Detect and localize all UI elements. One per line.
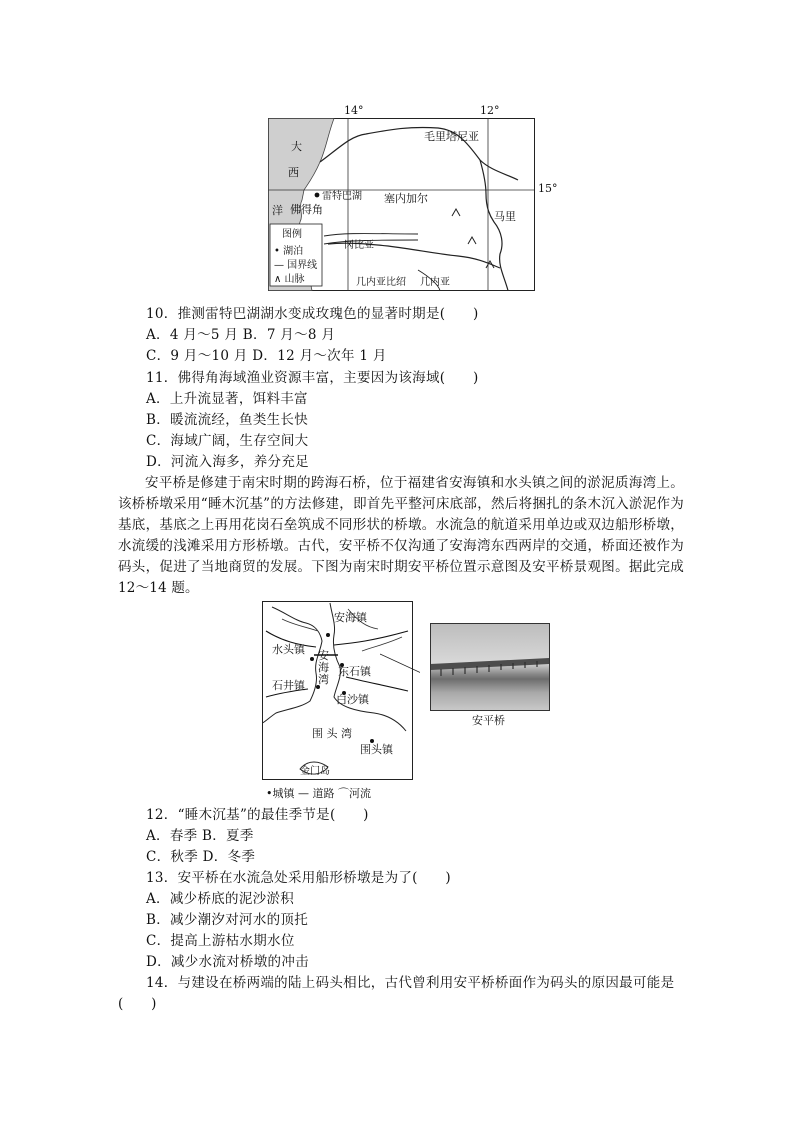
dongshi-town-label: 东石镇 — [338, 665, 371, 678]
map-anping — [262, 601, 414, 801]
q14-stem: 14．与建设在桥两端的陆上码头相比，古代曾利用安平桥桥面作为码头的原因最可能是 — [146, 975, 675, 991]
lake-retba-label: 雷特巴湖 — [322, 191, 362, 202]
gambia-label: 冈比亚 — [344, 240, 374, 251]
anping-bridge-photo — [430, 623, 550, 711]
mauritania-label: 毛里塔尼亚 — [424, 130, 479, 143]
legend-border: — 国界线 — [274, 260, 318, 271]
anhai-town-label: 安海镇 — [334, 611, 367, 624]
q11-option-a: A．上升流显著，饵料丰富 — [146, 391, 308, 407]
lon-14-label: 14° — [344, 104, 364, 117]
q11-stem: 11．佛得角海域渔业资源丰富，主要因为该海域( ) — [146, 370, 479, 386]
lat-15-label: 15° — [538, 182, 558, 195]
ocean-label-3: 洋 — [272, 204, 283, 217]
q10-options-ab: A．4 月～5 月 B．7 月～8 月 — [146, 327, 336, 343]
anhai-bay-label-3: 湾 — [318, 673, 329, 686]
guinea-bissau-label: 几内亚比绍 — [356, 277, 406, 288]
legend-title: 图例 — [282, 229, 302, 240]
legend-lake: • 湖泊 — [274, 246, 304, 257]
photo-connector-line — [380, 650, 420, 680]
ocean-label-2: 西 — [288, 166, 299, 179]
q10-options-cd: C．9 月～10 月 D．12 月～次年 1 月 — [146, 348, 387, 364]
guinea-label: 几内亚 — [420, 277, 450, 288]
anhai-bay-label-1: 安 — [318, 649, 329, 662]
photo-caption: 安平桥 — [472, 714, 505, 727]
cape-verde-label: 佛得角 — [290, 203, 323, 216]
q11-option-d: D．河流入海多，养分充足 — [146, 454, 309, 470]
q13-option-d: D．减少水流对桥墩的冲击 — [146, 954, 309, 970]
mali-label: 马里 — [494, 210, 516, 223]
shuitou-town-label: 水头镇 — [272, 643, 305, 656]
q13-option-c: C．提高上游枯水期水位 — [146, 933, 295, 949]
legend-mountain: ∧ 山脉 — [274, 274, 305, 285]
bridge-photo-drawing — [431, 624, 549, 710]
lon-12-label: 12° — [480, 104, 500, 117]
senegal-label: 塞内加尔 — [384, 192, 428, 205]
q12-options-ab: A．春季 B．夏季 — [146, 828, 254, 844]
q11-option-b: B．暖流流经，鱼类生长快 — [146, 412, 309, 428]
ocean-label-1: 大 — [291, 140, 302, 153]
weitou-bay-label: 围 头 湾 — [312, 727, 352, 740]
map2-legend: •城镇 — 道路 ⌒河流 — [266, 787, 371, 800]
jinmen-island-label: 金门岛 — [300, 766, 330, 777]
anhai-bay-label-2: 海 — [318, 661, 329, 674]
q13-option-a: A．减少桥底的泥沙淤积 — [146, 891, 295, 907]
weitou-town-label: 围头镇 — [360, 743, 393, 756]
q13-stem: 13．安平桥在水流急处采用船形桥墩是为了( ) — [146, 870, 451, 886]
q13-option-b: B．减少潮汐对河水的顶托 — [146, 912, 309, 928]
map-senegal — [268, 104, 558, 292]
shijing-town-label: 石井镇 — [272, 679, 305, 692]
q11-option-c: C．海域广阔，生存空间大 — [146, 433, 309, 449]
q12-stem: 12．“睡木沉基”的最佳季节是( ) — [146, 807, 369, 823]
q10-stem: 10．推测雷特巴湖湖水变成玫瑰色的显著时期是( ) — [146, 306, 479, 322]
q14-paren: ( ) — [118, 996, 157, 1012]
passage-anping-bridge: 安平桥是修建于南宋时期的跨海石桥，位于福建省安海镇和水头镇之间的淤泥质海湾上。该桥桥墩采用“睡木沉基”的方法修建，即首先平整河床底部，然后将捆扎的条木沉入淤泥作为基底，基底之上再用花岗石垒筑成不同形状的桥墩。水流急的航道采用单边或双边船形桥墩，水流缓的浅滩采用方形桥墩。古代，安平桥不仅沟通了安海湾东西两岸的交通，桥面还被作为码头，促进了当地商贸的发展。下图为南宋时期安平桥位置示意图及安平桥景观图。据此完成 12～14 题。 — [118, 475, 684, 596]
baisha-town-label: 白沙镇 — [336, 693, 369, 706]
q12-options-cd: C．秋季 D．冬季 — [146, 849, 256, 865]
